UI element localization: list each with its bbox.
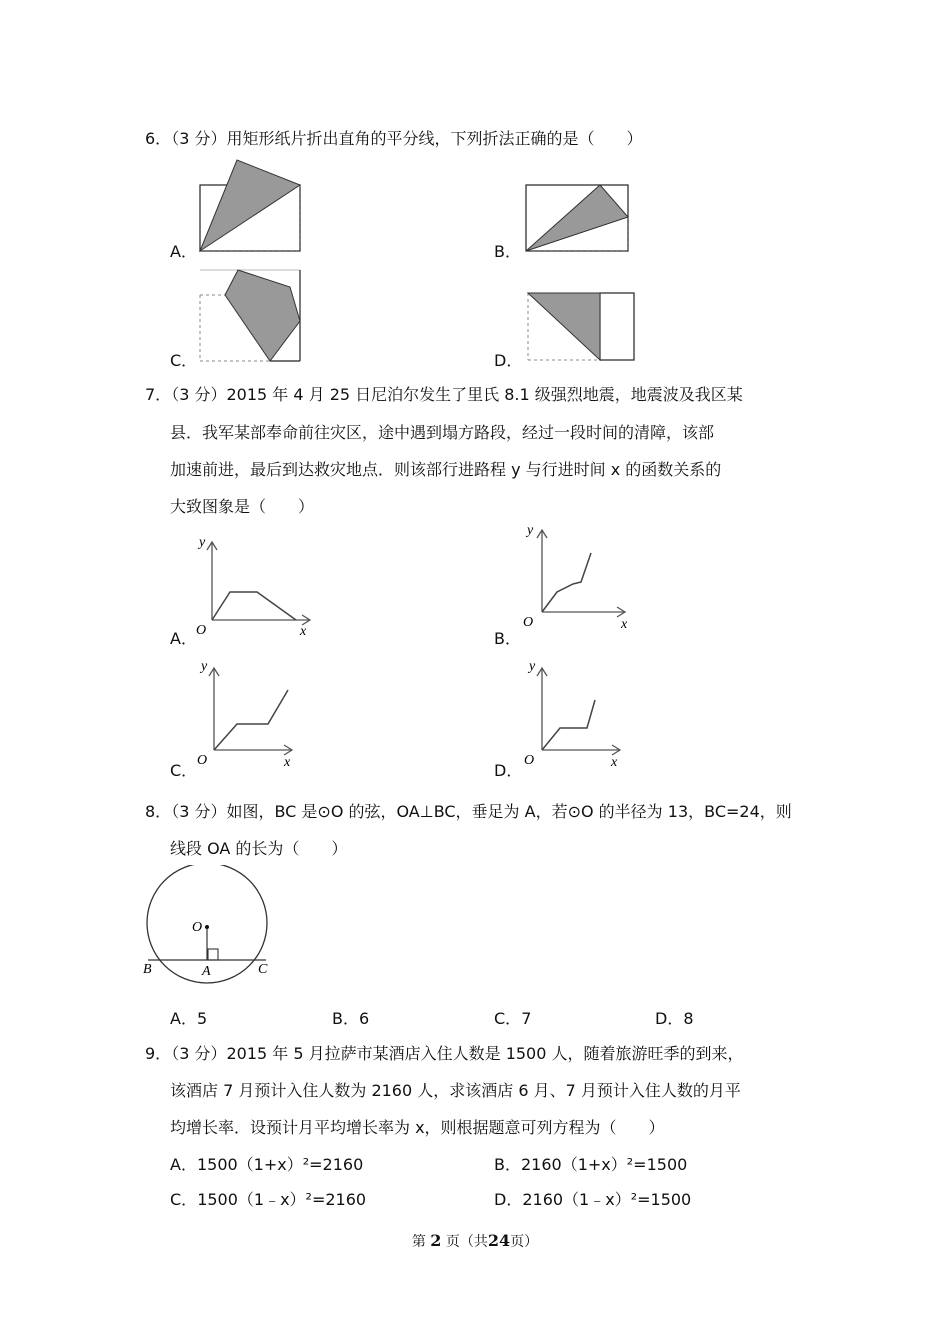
y-axis-label: y [527, 523, 534, 538]
y-axis-label: y [201, 659, 208, 674]
q7-option-b-label[interactable]: B． [494, 629, 521, 648]
option-label: C． [494, 1009, 522, 1028]
q9-text-line: （3 分）2015 年 5 月拉萨市某酒店入住人数是 1500 人，随着旅游旺季的到来， [171, 1044, 744, 1063]
option-value: 2160（1﹣x）²=1500 [522, 1190, 692, 1209]
option-label: A． [170, 1009, 197, 1028]
origin-label: O [197, 753, 208, 768]
q7-graph-d [515, 654, 645, 772]
q7-graph-c [192, 654, 322, 772]
option-label: D． [494, 1190, 523, 1209]
option-label: B． [332, 1009, 359, 1028]
point-c-label: C [258, 962, 268, 977]
q8-line-2: 线段 OA 的长为（ ） [170, 839, 348, 858]
footer-page-number: 2 [430, 1231, 442, 1250]
q6-figure-d [522, 288, 640, 366]
q7-graph-a [192, 530, 322, 642]
q6-figure-b [520, 180, 635, 256]
x-axis-label: x [284, 755, 291, 770]
q9-line-1 [145, 1041, 744, 1064]
x-axis-label: x [300, 624, 307, 639]
footer-total-pages: 24 [487, 1231, 511, 1250]
y-axis-label: y [199, 535, 206, 550]
q8-option-c[interactable] [494, 1006, 531, 1029]
option-label: B． [494, 1155, 521, 1174]
q9-option-b[interactable] [494, 1152, 687, 1175]
q9-line-2: 该酒店 7 月预计入住人数为 2160 人，求该酒店 6 月、7 月预计入住人数的月平 [170, 1081, 741, 1100]
option-value: 5 [196, 1009, 208, 1028]
option-value: 6 [358, 1009, 370, 1028]
q8-text-line: （3 分）如图，BC 是⊙O 的弦，OA⊥BC，垂足为 A，若⊙O 的半径为 13，BC=24，则 [171, 802, 792, 821]
footer-prefix: 第 [411, 1234, 426, 1250]
origin-label: O [523, 615, 534, 630]
q8-option-d[interactable] [655, 1006, 694, 1029]
q6-stem [145, 126, 642, 149]
point-o-label: O [192, 920, 203, 935]
q7-number: 7． [145, 385, 172, 404]
q9-line-3: 均增长率．设预计月平均增长率为 x，则根据题意可列方程为（ ） [170, 1118, 665, 1137]
option-value: 8 [683, 1009, 694, 1028]
q7-option-d-label[interactable]: D． [494, 761, 523, 780]
q6-option-a-label[interactable]: A． [170, 242, 197, 261]
point-b-label: B [143, 962, 152, 977]
page-footer [0, 1231, 950, 1251]
origin-label: O [196, 623, 207, 638]
option-value: 1500（1+x）²=2160 [196, 1155, 364, 1174]
q7-graph-b [515, 518, 645, 636]
q6-option-c-label[interactable]: C． [170, 351, 198, 370]
q8-circle-figure [138, 865, 278, 990]
q6-figure-c [195, 265, 305, 365]
x-axis-label: x [621, 617, 628, 632]
q7-option-c-label[interactable]: C． [170, 761, 198, 780]
q6-number: 6． [145, 129, 172, 148]
option-label: D． [655, 1009, 684, 1028]
q7-option-a-label[interactable]: A． [170, 629, 197, 648]
option-value: 1500（1﹣x）²=2160 [197, 1190, 367, 1209]
q6-text: （3 分）用矩形纸片折出直角的平分线，下列折法正确的是（ ） [171, 129, 643, 148]
q7-line-3: 加速前进，最后到达救灾地点．则该部行进路程 y 与行进时间 x 的函数关系的 [170, 460, 722, 479]
q7-text-line: （3 分）2015 年 4 月 25 日尼泊尔发生了里氏 8.1 级强烈地震，地震波及我区某 [171, 385, 743, 404]
q7-line-1 [145, 382, 743, 405]
origin-label: O [524, 753, 535, 768]
q9-option-c[interactable] [170, 1187, 366, 1210]
q6-figure-a [195, 155, 305, 255]
q8-option-a[interactable] [170, 1006, 207, 1029]
q9-option-d[interactable] [494, 1187, 691, 1210]
q7-line-2: 县．我军某部奉命前往灾区，途中遇到塌方路段，经过一段时间的清障，该部 [170, 423, 715, 442]
footer-suffix: 页） [510, 1234, 539, 1250]
q8-line-1 [145, 799, 792, 822]
x-axis-label: x [611, 755, 618, 770]
q6-option-d-label[interactable]: D． [494, 351, 523, 370]
q8-option-b[interactable] [332, 1006, 369, 1029]
option-label: C． [170, 1190, 198, 1209]
option-value: 2160（1+x）²=1500 [520, 1155, 688, 1174]
option-value: 7 [521, 1009, 532, 1028]
q9-option-a[interactable] [170, 1152, 363, 1175]
q7-line-4: 大致图象是（ ） [170, 497, 315, 516]
q8-number: 8． [145, 802, 172, 821]
q6-option-b-label[interactable]: B． [494, 242, 521, 261]
footer-middle: 页（共 [445, 1234, 488, 1250]
y-axis-label: y [529, 659, 536, 674]
point-a-label: A [202, 964, 211, 979]
option-label: A． [170, 1155, 197, 1174]
q9-number: 9． [145, 1044, 172, 1063]
